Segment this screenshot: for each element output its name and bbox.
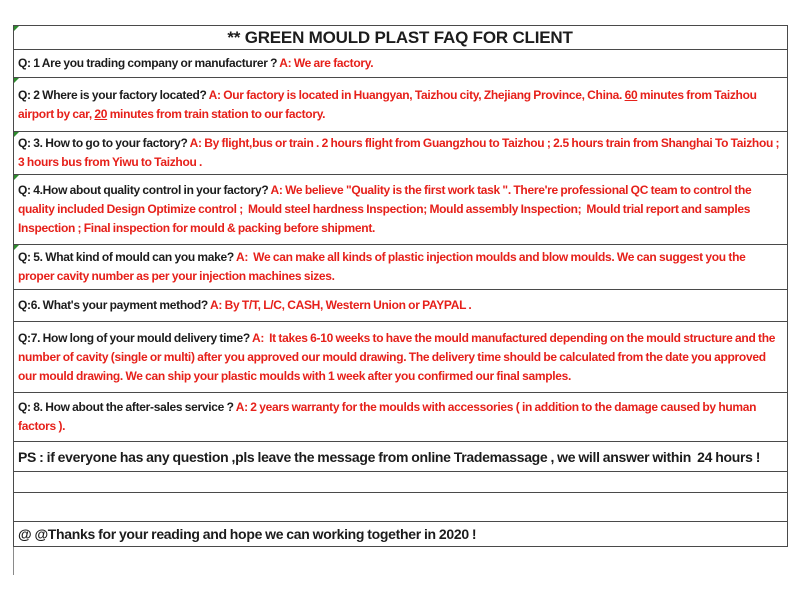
faq-row-q6-text [14,296,787,315]
faq-row-q4 [13,175,788,245]
faq-row-q1-text [14,54,787,73]
faq-row-q7 [13,322,788,393]
answer-text: A: It takes 6-10 weeks to have the mould manufactured depending on the mould structure and the number of cavity (single or multi) after you approved our mould drawing. The delivery time should be calculated from the date you approved our mould drawing. We can ship your plastic moulds with 1 week after you confirmed our final samples. [18,330,778,383]
bottom-stub-row [13,547,788,575]
faq-row-q2-text [14,86,787,124]
faq-row-q5 [13,245,788,290]
green-triangle-icon [14,26,19,31]
green-triangle-icon [14,175,19,180]
answer-text: minutes from train station to our factory. [107,106,326,121]
empty-row [13,493,788,522]
faq-row-q3-text [14,134,787,172]
question-text: Q:7. How long of your mould delivery time? [18,330,253,345]
answer-text: A: We believe "Quality is the first work task ". There're professional QC team to control the quality included Design Optimize control ; Mould steel hardness Inspection; Mould assembly Inspection; Mould trial report and samples Inspection ; Final inspection for mould & packing before shipment. [18,183,754,235]
faq-row-q2 [13,78,788,132]
table-title-row [13,25,788,50]
faq-row-q6 [13,290,788,322]
empty-row [13,472,788,493]
faq-row-q7-text [14,329,787,386]
green-triangle-icon [14,78,19,83]
faq-row-q1 [13,50,788,78]
green-triangle-icon [14,245,19,250]
faq-row-q4-text [14,181,787,238]
answer-text: A: By flight,bus or train . 2 hours flight from Guangzhou to Taizhou ; 2.5 hours train from Shanghai To Taizhou ; 3 hours bus from Yiwu to Taizhou . [18,136,782,169]
answer-text: A: We are factory. [279,56,374,70]
faq-table [13,25,788,575]
question-text: Q: 2 Where is your factory located? [18,87,209,102]
faq-row-q8-text [14,398,787,436]
question-text: Q: 3. How to go to your factory? [18,136,190,150]
ps-row [13,442,788,472]
answer-text: minutes from Taizhou airport by car, [18,87,760,121]
faq-row-q8 [13,393,788,442]
question-text: Q: 1 Are you trading company or manufacturer ? [18,56,280,70]
question-text: Q:6. What's your payment method? [18,298,211,312]
question-text: Q: 4.How about quality control in your factory? [18,183,271,197]
question-text: Q: 8. How about the after-sales service ? [18,400,236,414]
answer-text: A: Our factory is located in Huangyan, Taizhou city, Zhejiang Province, China. [208,87,625,102]
ps-row-text [14,449,787,465]
thanks-row-text [14,526,787,542]
question-text: @ @Thanks for your reading and hope we can working together in 2020 ! [18,526,477,542]
faq-row-q5-text [14,248,787,286]
question-text: ** GREEN MOULD PLAST FAQ FOR CLIENT [227,27,573,47]
answer-text: 20 [94,106,108,121]
question-text: Q: 5. What kind of mould can you make? [18,250,237,264]
faq-row-q3 [13,132,788,175]
answer-text: 60 [624,87,638,102]
green-triangle-icon [14,132,19,137]
thanks-row [13,522,788,547]
answer-text: A: 2 years warranty for the moulds with accessories ( in addition to the damage caused by human factors ). [18,400,759,433]
answer-text: A: We can make all kinds of plastic injection moulds and blow moulds. We can suggest you the proper cavity number as per your injection machines sizes. [18,250,749,283]
answer-text: A: By T/T, L/C, CASH, Western Union or PAYPAL . [210,298,472,312]
table-title-row-text [14,28,787,48]
question-text: PS : if everyone has any question ,pls leave the message from online Trademassage , we will answer within 24 hours ! [18,448,761,465]
